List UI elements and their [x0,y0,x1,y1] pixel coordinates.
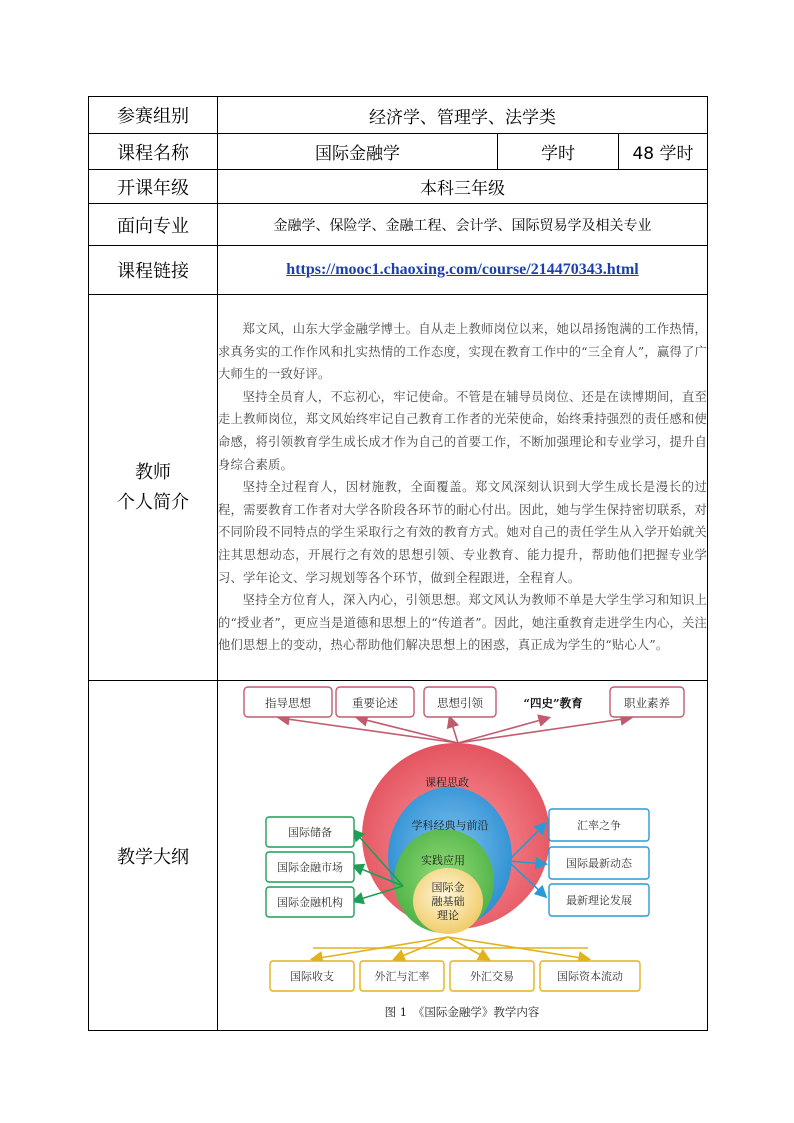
label-practice: 实践应用 [421,854,465,867]
label-major: 面向专业 [89,204,218,246]
right-box-latest-trends: 国际最新动态 [566,857,632,870]
label-core-line3: 理论 [437,909,459,922]
label-teacher-bio [89,295,218,681]
teacher-bio-text [218,295,708,681]
syllabus-diagram [218,681,707,1030]
row-link [89,246,708,295]
label-syllabus: 教学大纲 [89,681,218,1031]
syllabus-diagram-cell [218,681,708,1031]
bio-paragraph: 坚持全方位育人，深入内心，引领思想。郑文风认为教师不单是大学生学习和知识上的“授业者”，更应当是道德和思想上的“传道者”。因此，她注重教育走进学生内心，关注他们思想上的变动，热心帮助他们解决思想上的困惑，真正成为学生的“贴心人”。 [218,593,708,653]
top-box-four-histories: “四史”教育 [523,696,583,710]
value-course-name: 国际金融学 [218,134,498,170]
course-link[interactable]: https://mooc1.chaoxing.com/course/214470343.html [218,246,708,295]
value-major: 金融学、保险学、金融工程、会计学、国际贸易学及相关专业 [218,204,708,246]
label-course-ideology: 课程思政 [425,776,469,789]
label-core-line1: 国际金 [431,881,465,894]
row-group [89,97,708,134]
label-classics-frontier: 学科经典与前沿 [411,819,489,832]
right-box-latest-theory: 最新理论发展 [566,894,632,907]
left-boxes [266,817,354,917]
row-major [89,204,708,246]
value-group: 经济学、管理学、法学类 [218,97,708,134]
row-syllabus [89,681,708,1031]
bio-paragraph: 郑文风，山东大学金融学博士。自从走上教师岗位以来，她以昂扬饱满的工作热情，求真务实的工作作风和扎实热情的工作态度，实现在教育工作中的“三全育人”，赢得了广大师生的一致好评。 [218,322,708,382]
label-group: 参赛组别 [89,97,218,134]
label-teacher-line2: 个人简介 [117,491,189,513]
label-core-line2: 融基础 [431,895,465,908]
row-teacher-bio [89,295,708,681]
row-course-name [89,134,708,170]
label-grade: 开课年级 [89,170,218,204]
bottom-box-capital-flows: 国际资本流动 [557,970,623,983]
left-box-markets: 国际金融市场 [277,861,343,874]
bottom-box-balance: 国际收支 [290,970,334,983]
figure-caption: 图 1 《国际金融学》教学内容 [384,1005,540,1019]
row-grade [89,170,708,204]
label-course-name: 课程名称 [89,134,218,170]
label-hours: 学时 [498,134,619,170]
course-info-table [88,96,708,1031]
top-box-professionalism: 职业素养 [624,696,670,710]
top-box-thought-guidance: 思想引领 [437,696,483,710]
top-box-discourse: 重要论述 [352,696,398,710]
value-hours: 48 学时 [619,134,708,170]
top-boxes [244,687,684,717]
left-box-institutions: 国际金融机构 [277,896,343,909]
left-box-reserves: 国际储备 [288,826,332,839]
label-link: 课程链接 [89,246,218,295]
label-teacher-line1: 教师 [135,461,171,483]
value-grade: 本科三年级 [218,170,708,204]
bottom-box-fx-rates: 外汇与汇率 [374,970,430,983]
bottom-box-fx-trading: 外汇交易 [470,970,514,983]
top-box-guiding: 指导思想 [265,696,311,710]
right-boxes [549,809,649,916]
bio-paragraph: 坚持全过程育人，因材施教，全面覆盖。郑文风深刻认识到大学生成长是漫长的过程，需要教育工作者对大学各阶段各环节的耐心付出。因此，她与学生保持密切联系，对不同阶段不同特点的学生采取行之有效的教育方式。她对自己的责任学生从入学开始就关注其思想动态，开展行之有效的思想引领、专业教育、能力提升，帮助他们把握专业学习、学年论文、学习规划等各个环节，做到全程跟进，全程育人。 [218,480,708,585]
top-arrows [280,718,630,743]
bottom-boxes [270,961,640,991]
bio-paragraph: 坚持全员育人，不忘初心，牢记使命。不管是在辅导员岗位、还是在读博期间，直至走上教师岗位，郑文风始终牢记自己教育工作者的光荣使命，始终秉持强烈的责任感和使命感，将引领教育学生成长成才作为自己的首要工作，不断加强理论和专业学习，提升自身综合素质。 [218,389,708,472]
right-box-exchange-debate: 汇率之争 [577,819,621,832]
